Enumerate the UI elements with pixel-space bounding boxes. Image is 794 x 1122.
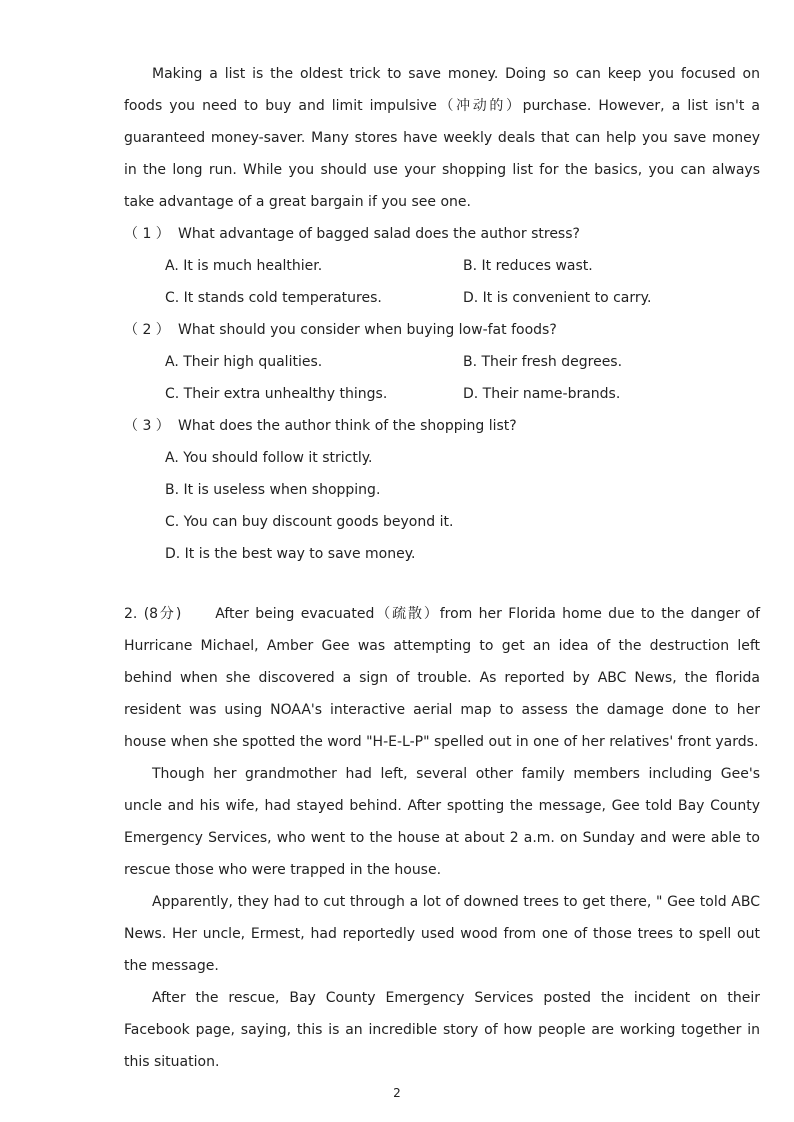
option-d[interactable]: D. Their name-brands. — [463, 386, 621, 402]
question-number: （ 2 ） — [124, 322, 170, 338]
question-2 — [124, 314, 760, 346]
question-1 — [124, 218, 760, 250]
option-b[interactable]: B. It reduces wast. — [463, 258, 593, 274]
question-text: What should you consider when buying low-fat foods? — [178, 322, 557, 338]
paragraph-text: After being evacuated（疏散）from her Florida home due to the danger of Hurricane Michael, Amber Gee was attempting to get an idea of the destruction left behind when she discovered a sign of trouble. As reported by ABC News, the florida resident was using NOAA's interactive aerial map to assess the damage done to her house when she spotted the word "H-E-L-P" spelled out in one of her relatives' front yards. — [124, 606, 760, 750]
options-row — [124, 442, 760, 474]
question-number: （ 3 ） — [124, 418, 170, 434]
option-a[interactable]: A. You should follow it strictly. — [165, 450, 373, 466]
question-text: What does the author think of the shopping list? — [178, 418, 517, 434]
options-row — [124, 506, 760, 538]
option-b[interactable]: B. Their fresh degrees. — [463, 354, 623, 370]
options-row — [124, 282, 760, 314]
document-page — [124, 58, 760, 1078]
options-row — [124, 250, 760, 282]
passage1-paragraph: Making a list is the oldest trick to save money. Doing so can keep you focused on foods you need to buy and limit impulsive（冲动的）purchase. However, a list isn't a guaranteed money-saver. Many stores have weekly deals that can help you save money in the long run. While you should use your shopping list for the basics, you can always take advantage of a great bargain if you see one. — [124, 66, 760, 210]
passage2-paragraph: Though her grandmother had left, several other family members including Gee's uncle and his wife, had stayed behind. After spotting the message, Gee told Bay County Emergency Services, who went to the house at about 2 a.m. on Sunday and were able to rescue those who were trapped in the house. — [124, 766, 760, 878]
options-row — [124, 378, 760, 410]
option-a[interactable]: A. Their high qualities. — [165, 354, 323, 370]
options-row — [124, 474, 760, 506]
question-text: What advantage of bagged salad does the author stress? — [178, 226, 580, 242]
option-b[interactable]: B. It is useless when shopping. — [165, 482, 381, 498]
option-d[interactable]: D. It is convenient to carry. — [463, 290, 652, 306]
passage2-paragraph: Apparently, they had to cut through a lot of downed trees to get there, " Gee told ABC News. Her uncle, Ermest, had reportedly used wood from one of those trees to spell out the message. — [124, 894, 760, 974]
options-row — [124, 538, 760, 570]
question-label: 2. (8分) — [124, 606, 182, 622]
passage2-paragraph: After the rescue, Bay County Emergency Services posted the incident on their Facebook page, saying, this is an incredible story of how people are working together in this situation. — [124, 990, 760, 1070]
option-c[interactable]: C. It stands cold temperatures. — [165, 290, 382, 306]
page-number: 2 — [393, 1086, 401, 1100]
question-number: （ 1 ） — [124, 226, 170, 242]
option-d[interactable]: D. It is the best way to save money. — [165, 546, 416, 562]
options-row — [124, 346, 760, 378]
passage2-first-paragraph — [124, 598, 760, 758]
option-c[interactable]: C. You can buy discount goods beyond it. — [165, 514, 454, 530]
option-a[interactable]: A. It is much healthier. — [165, 258, 323, 274]
question-3 — [124, 410, 760, 442]
option-c[interactable]: C. Their extra unhealthy things. — [165, 386, 388, 402]
